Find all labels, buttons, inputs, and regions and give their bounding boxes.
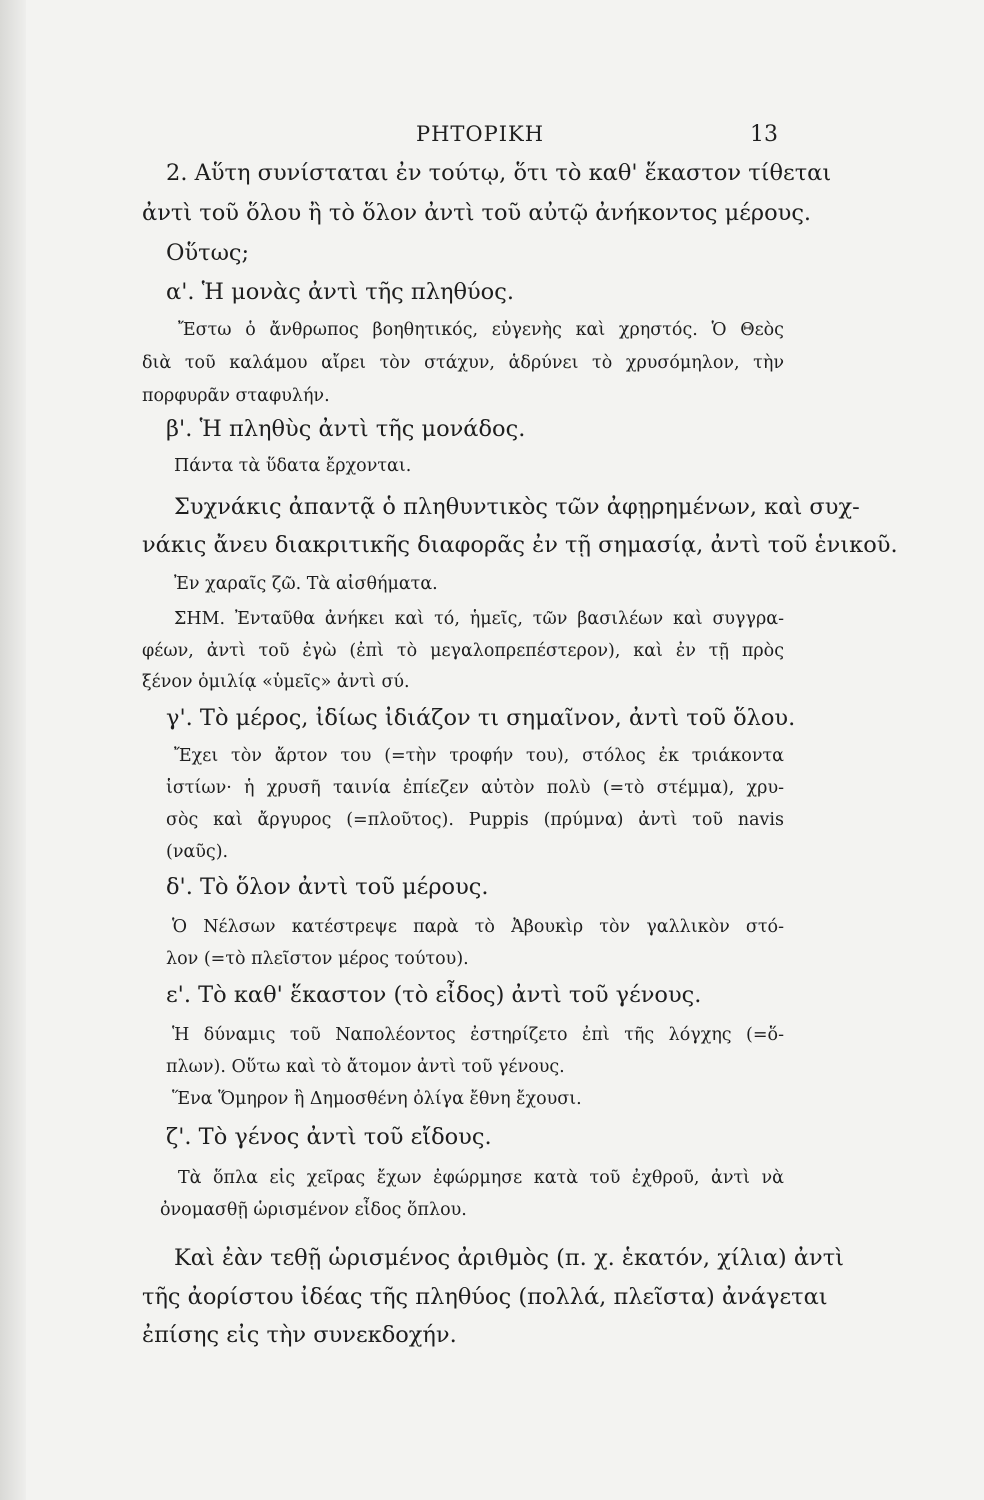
section-heading: δ'. Τὸ ὅλον ἀντὶ τοῦ μέρους. xyxy=(166,874,489,900)
text-line: Τὰ ὅπλα εἰς χεῖρας ἔχων ἐφώρμησε κατὰ τοῦ ἐχθροῦ, ἀντὶ νὰ xyxy=(178,1168,784,1188)
text-line: ὀνομασθῇ ὡρισμένον εἶδος ὅπλου. xyxy=(160,1200,467,1220)
text-line: λον (=τὸ πλεῖστον μέρος τούτου). xyxy=(166,949,469,969)
text-line: Ἕνα Ὅμηρον ἢ Δημοσθένη ὀλίγα ἔθνη ἔχουσι. xyxy=(172,1089,582,1109)
text-line: Καὶ ἐὰν τεθῇ ὡρισμένος ἀριθμὸς (π. χ. ἑκατόν, χίλια) ἀντὶ xyxy=(174,1245,845,1271)
note-line: ξένον ὁμιλίᾳ «ὑμεῖς» ἀντὶ σύ. xyxy=(142,672,410,692)
text-line: Ἡ δύναμις τοῦ Ναπολέοντος ἐστηρίζετο ἐπὶ τῆς λόγχης (=ὅ- xyxy=(172,1025,784,1045)
section-heading: α'. Ἡ μονὰς ἀντὶ τῆς πληθύος. xyxy=(166,279,514,305)
text-line: ἀντὶ τοῦ ὅλου ἢ τὸ ὅλον ἀντὶ τοῦ αὐτῷ ἀνήκοντος μέρους. xyxy=(142,200,812,226)
text-line: Ὁ Νέλσων κατέστρεψε παρὰ τὸ Ἀβουκὶρ τὸν γαλλικὸν στό- xyxy=(172,917,784,937)
text-line: Συχνάκις ἀπαντᾷ ὁ πληθυντικὸς τῶν ἀφῃρημένων, καὶ συχ- xyxy=(174,494,860,520)
note-line: ΣΗΜ. Ἐνταῦθα ἀνήκει καὶ τό, ἡμεῖς, τῶν βασιλέων καὶ συγγρα- xyxy=(174,609,784,629)
text-line: σὸς καὶ ἄργυρος (=πλοῦτος). Puppis (πρύμνα) ἀντὶ τοῦ navis xyxy=(166,810,784,830)
text-line: πλων). Οὕτω καὶ τὸ ἄτομον ἀντὶ τοῦ γένους. xyxy=(166,1057,565,1077)
text-line: Ἔχει τὸν ἄρτον του (=τὴν τροφήν του), στόλος ἐκ τριάκοντα xyxy=(174,746,784,766)
text-line: (ναῦς). xyxy=(166,842,229,862)
text-line: Ἔστω ὁ ἄνθρωπος βοηθητικός, εὐγενὴς καὶ χρηστός. Ὁ Θεὸς xyxy=(178,320,784,340)
page-number: 13 xyxy=(750,122,778,147)
text-line: Πάντα τὰ ὕδατα ἔρχονται. xyxy=(174,456,412,476)
text-line: τῆς ἀορίστου ἰδέας τῆς πληθύος (πολλά, πλεῖστα) ἀνάγεται xyxy=(142,1284,828,1310)
section-heading: γ'. Τὸ μέρος, ἰδίως ἰδιάζον τι σημαῖνον, ἀντὶ τοῦ ὅλου. xyxy=(166,705,796,731)
note-line: φέων, ἀντὶ τοῦ ἐγὼ (ἐπὶ τὸ μεγαλοπρεπέστερον), καὶ ἐν τῇ πρὸς xyxy=(142,641,784,661)
section-heading: β'. Ἡ πληθὺς ἀντὶ τῆς μονάδος. xyxy=(166,416,526,442)
section-heading: ζ'. Τὸ γένος ἀντὶ τοῦ εἴδους. xyxy=(166,1124,492,1150)
text-line: ἱστίων· ἡ χρυσῆ ταινία ἐπίεζεν αὐτὸν πολὺ (=τὸ στέμμα), χρυ- xyxy=(166,778,784,798)
text-line: 2. Αὕτη συνίσταται ἐν τούτῳ, ὅτι τὸ καθ' ἕκαστον τίθεται xyxy=(166,160,832,186)
text-line: νάκις ἄνευ διακριτικῆς διαφορᾶς ἐν τῇ σημασίᾳ, ἀντὶ τοῦ ἑνικοῦ. xyxy=(142,532,898,558)
running-title: ΡΗΤΟΡΙΚΗ xyxy=(415,122,545,146)
text-line: Ἐν χαραῖς ζῶ. Τὰ αἰσθήματα. xyxy=(174,574,438,594)
page-header xyxy=(0,122,984,152)
text-line: πορφυρᾶν σταφυλήν. xyxy=(142,386,330,406)
text-line: διὰ τοῦ καλάμου αἴρει τὸν στάχυν, ἁδρύνει τὸ χρυσόμηλον, τὴν xyxy=(142,353,784,373)
page-gutter-shadow xyxy=(0,0,26,1500)
section-heading: ε'. Τὸ καθ' ἕκαστον (τὸ εἶδος) ἀντὶ τοῦ γένους. xyxy=(166,982,702,1008)
text-line: ἐπίσης εἰς τὴν συνεκδοχήν. xyxy=(142,1322,457,1348)
text-line: Οὕτως; xyxy=(166,240,250,266)
